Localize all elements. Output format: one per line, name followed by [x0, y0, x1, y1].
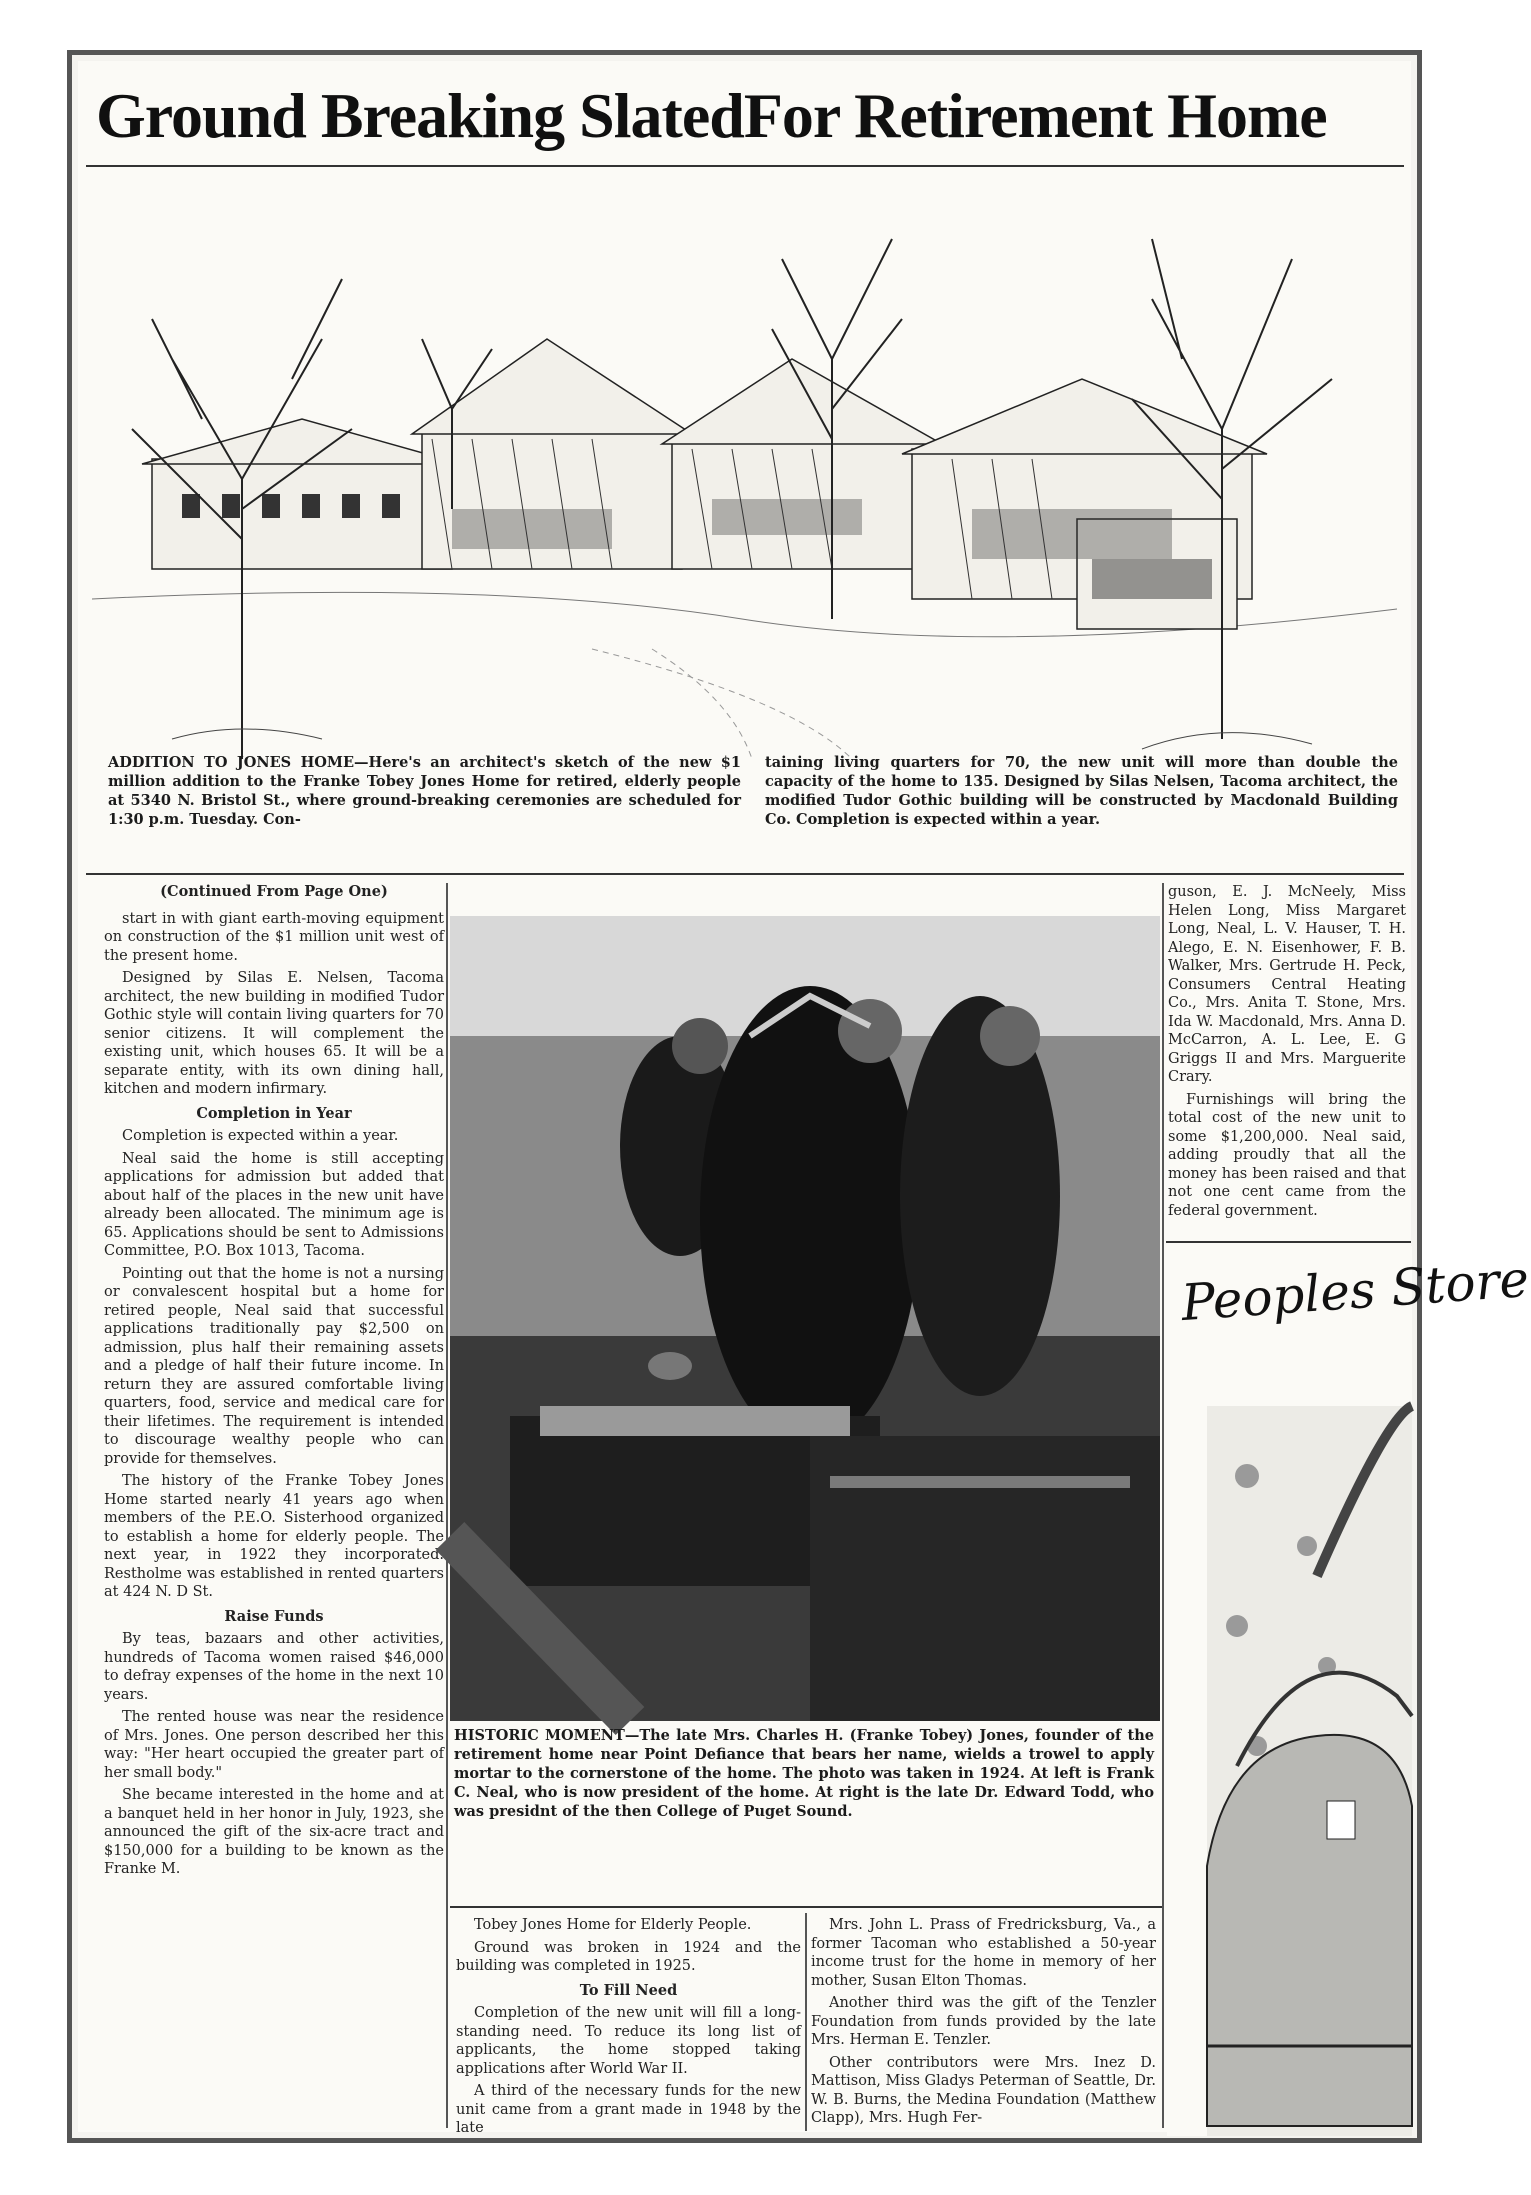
newspaper-page	[78, 61, 1531, 2136]
paragraph: Furnishings will bring the total cost of the new unit to some $1,200,000. Neal said, adding proudly that all the money has been raised and that not one cent came from the federal government.	[1168, 1091, 1406, 1219]
clipping-frame	[67, 50, 1531, 2143]
paragraph: By teas, bazaars and other activities, hundreds of Tacoma women raised $46,000 to defray expenses of the home in the next 10 years.	[104, 1631, 444, 1703]
paragraph: The rented house was near the residence of Mrs. Jones. One person described her this way: "Her heart occupied the greater part of her small body."	[104, 1709, 444, 1781]
middle-bottom-column	[456, 1916, 801, 2136]
caption-rule	[86, 873, 1404, 875]
photo-caption-rule	[450, 1906, 1162, 1908]
historic-photo	[450, 916, 1160, 1721]
sketch-caption-right: taining living quarters for 70, the new unit will more than double the capacity of the home to 135. Designed by Silas Nelsen, Tacoma architect, the modified Tudor Gothic building will be constructed by Macdonald Building Co. Completion is expected within a year.	[765, 754, 1398, 828]
paragraph: Neal said the home is still accepting applications for admission but added that about half of the places in the new unit have already been allocated. The minimum age is 65. Applications should be sent to Admissions Committee, P.O. Box 1013, Tacoma.	[104, 1150, 444, 1259]
subhead: To Fill Need	[579, 1981, 678, 1999]
column-rule	[446, 883, 448, 2128]
paragraph: Designed by Silas E. Nelsen, Tacoma architect, the new building in modified Tudor Gothic style will contain living quarters for 70 senior citizens. It will complement the existing unit, which houses 65. It will be a separate entity, with its own dining hall, kitchen and modern infirmary.	[104, 970, 444, 1097]
subhead: Completion in Year	[196, 1104, 352, 1122]
handbag-illustration	[1167, 1246, 1412, 2136]
ad-logo: Peoples Store	[1179, 1249, 1531, 1333]
paragraph: A third of the necessary funds for the new unit came from a grant made in 1948 by the late	[456, 2083, 801, 2136]
headline: Ground Breaking SlatedFor Retirement Home	[96, 80, 1327, 151]
paragraph: Completion is expected within a year.	[122, 1128, 399, 1144]
continued-note: (Continued From Page One)	[160, 883, 388, 900]
right-top-column	[1168, 883, 1406, 1238]
headline-rule	[86, 165, 1404, 167]
paragraph: guson, E. J. McNeely, Miss Helen Long, Miss Margaret Long, Neal, L. V. Hauser, T. H. Alego, E. N. Eisenhower, F. B. Walker, Mrs. Gertrude H. Peck, Consumers Central Heating Co., Mrs. Anita T. Stone, Mrs. Ida W. Macdonald, Mrs. Anna D. McCarron, A. L. Lee, E. G Griggs II and Mrs. Marguerite Crary.	[1168, 884, 1406, 1085]
paragraph: Another third was the gift of the Tenzler Foundation from funds provided by the late Mrs. Herman E. Tenzler.	[811, 1995, 1156, 2048]
paragraph: Completion of the new unit will fill a long-standing need. To reduce its long list of applicants, the home stopped taking applications after World War II.	[456, 2005, 801, 2077]
paragraph: Mrs. John L. Prass of Fredricksburg, Va., a former Tacoman who established a 50-year income trust for the home in memory of her mother, Susan Elton Thomas.	[811, 1917, 1156, 1989]
photo-caption: HISTORIC MOMENT—The late Mrs. Charles H. (Franke Tobey) Jones, founder of the retirement home near Point Defiance that bears her name, wields a trowel to apply mortar to the cornerstone of the home. The photo was taken in 1924. At left is Frank C. Neal, who is now president of the home. At right is the late Dr. Edward Todd, who was presidnt of the then College of Puget Sound.	[454, 1727, 1154, 1820]
column-rule	[1162, 883, 1164, 2128]
paragraph: Tobey Jones Home for Elderly People.	[474, 1917, 752, 1933]
paragraph: Other contributors were Mrs. Inez D. Mattison, Miss Gladys Peterman of Seattle, Dr. W. B. Burns, the Medina Foundation (Matthew Clapp), Mrs. Hugh Fer-	[811, 2054, 1156, 2126]
subhead: Raise Funds	[224, 1607, 324, 1625]
paragraph: The history of the Franke Tobey Jones Home started nearly 41 years ago when members of the P.E.O. Sisterhood organized to establish a home for elderly people. The next year, in 1922 they incorporated. Restholme was established in rented quarters at 424 N. D St.	[104, 1473, 444, 1600]
architect-sketch	[92, 179, 1397, 759]
right-bottom-column	[811, 1916, 1156, 2131]
paragraph: start in with giant earth-moving equipment on construction of the $1 million unit west of the present home.	[104, 910, 444, 964]
ad-rule	[1166, 1241, 1411, 1243]
peoples-store-ad	[1167, 1246, 1531, 2136]
paragraph: Ground was broken in 1924 and the building was completed in 1925.	[456, 1939, 801, 1974]
paragraph: She became interested in the home and at a banquet held in her honor in July, 1923, she announced the gift of the six-acre tract and $150,000 for a building to be known as the Franke M.	[104, 1787, 444, 1877]
left-column	[104, 883, 444, 2128]
paragraph: Pointing out that the home is not a nursing or convalescent hospital but a home for retired people, Neal said that successful applications traditionally pay $2,500 on admission, plus half their remaining assets and a pledge of half their future income. In return they are assured comfortable living quarters, food, service and medical care for their lifetimes. The requirement is intended to discourage wealthy people who can provide for themselves.	[104, 1265, 444, 1467]
sketch-caption	[108, 753, 1398, 873]
column-rule	[805, 1913, 807, 2131]
sketch-caption-left: ADDITION TO JONES HOME—Here's an architect's sketch of the new $1 million addition to the Franke Tobey Jones Home for retired, elderly people at 5340 N. Bristol St., where ground-breaking ceremonies are scheduled for 1:30 p.m. Tuesday. Con-	[108, 754, 741, 828]
